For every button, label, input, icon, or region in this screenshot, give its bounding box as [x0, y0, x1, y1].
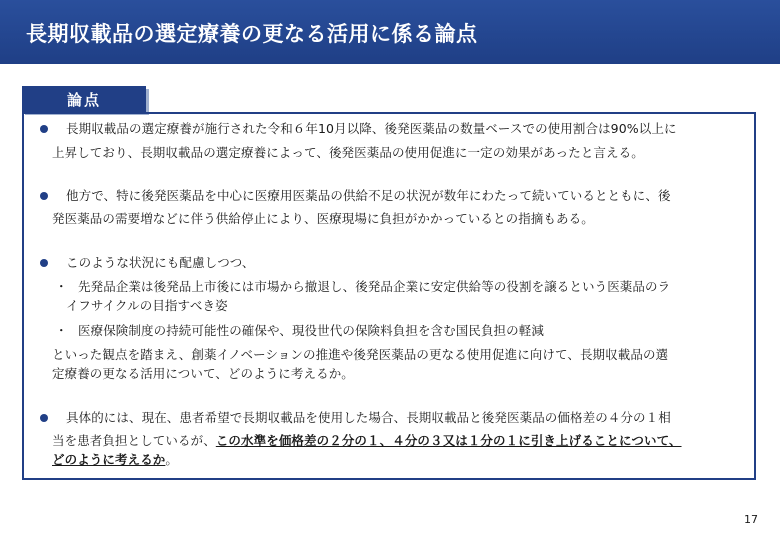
- bullet-2-line-1: 他方で、特に後発医薬品を中心に医療用医薬品の供給不足の状況が数年にわたって続いているとともに、後: [66, 188, 671, 203]
- page-number: 17: [744, 513, 758, 526]
- bullet-4-line-2-plain: 当を患者負担としているが、: [52, 433, 216, 448]
- bullet-3-line-2: といった観点を踏まえ、創薬イノベーションの推進や後発医薬品の更なる使用促進に向けて、長期収載品の選: [52, 347, 669, 362]
- sub-item-1-line-1: 先発品企業は後発品上市後には市場から撤退し、後発品企業に安定供給等の役割を譲るという医薬品のラ: [78, 279, 671, 294]
- section-tag: 論点: [22, 86, 146, 112]
- sub-item-2-line-1: 医療保険制度の持続可能性の確保や、現役世代の保険料負担を含む国民負担の軽減: [78, 323, 544, 338]
- bullet-4-line-3: [52, 452, 178, 468]
- bullet-icon: [40, 259, 48, 267]
- bullet-2-line-2: 発医薬品の需要増などに伴う供給停止により、医療現場に負担がかかっているとの指摘もある。: [52, 211, 594, 226]
- bullet-icon: [40, 125, 48, 133]
- page-title: 長期収載品の選定療養の更なる活用に係る論点: [26, 22, 478, 46]
- bullet-3-line-1: このような状況にも配慮しつつ、: [66, 255, 255, 270]
- bullet-1-line-2: 上昇しており、長期収載品の選定療養によって、後発医薬品の使用促進に一定の効果があったと言える。: [52, 145, 644, 160]
- header-bar: [0, 0, 780, 64]
- bullet-3-line-3: 定療養の更なる活用について、どのように考えるか。: [52, 366, 354, 381]
- bullet-4-emphasis: この水準を価格差の２分の１、４分の３又は１分の１に引き上げることについて、: [215, 433, 682, 448]
- bullet-4-period: 。: [165, 452, 179, 467]
- bullet-icon: [40, 414, 48, 422]
- sub-bullet-dot-icon: ・: [55, 279, 68, 294]
- sub-item-1-line-2: イフサイクルの目指すべき姿: [66, 298, 228, 313]
- bullet-icon: [40, 192, 48, 200]
- sub-bullet-dot-icon: ・: [55, 323, 68, 338]
- bullet-4-emphasis-end: どのように考えるか: [52, 452, 166, 467]
- bullet-4-line-1: 具体的には、現在、患者希望で長期収載品を使用した場合、長期収載品と後発医薬品の価格差の４分の１相: [66, 410, 671, 425]
- bullet-1-line-1: 長期収載品の選定療養が施行された令和６年10月以降、後発医薬品の数量ベースでの使用割合は90%以上に: [66, 121, 677, 136]
- bullet-4-line-2: [52, 433, 682, 449]
